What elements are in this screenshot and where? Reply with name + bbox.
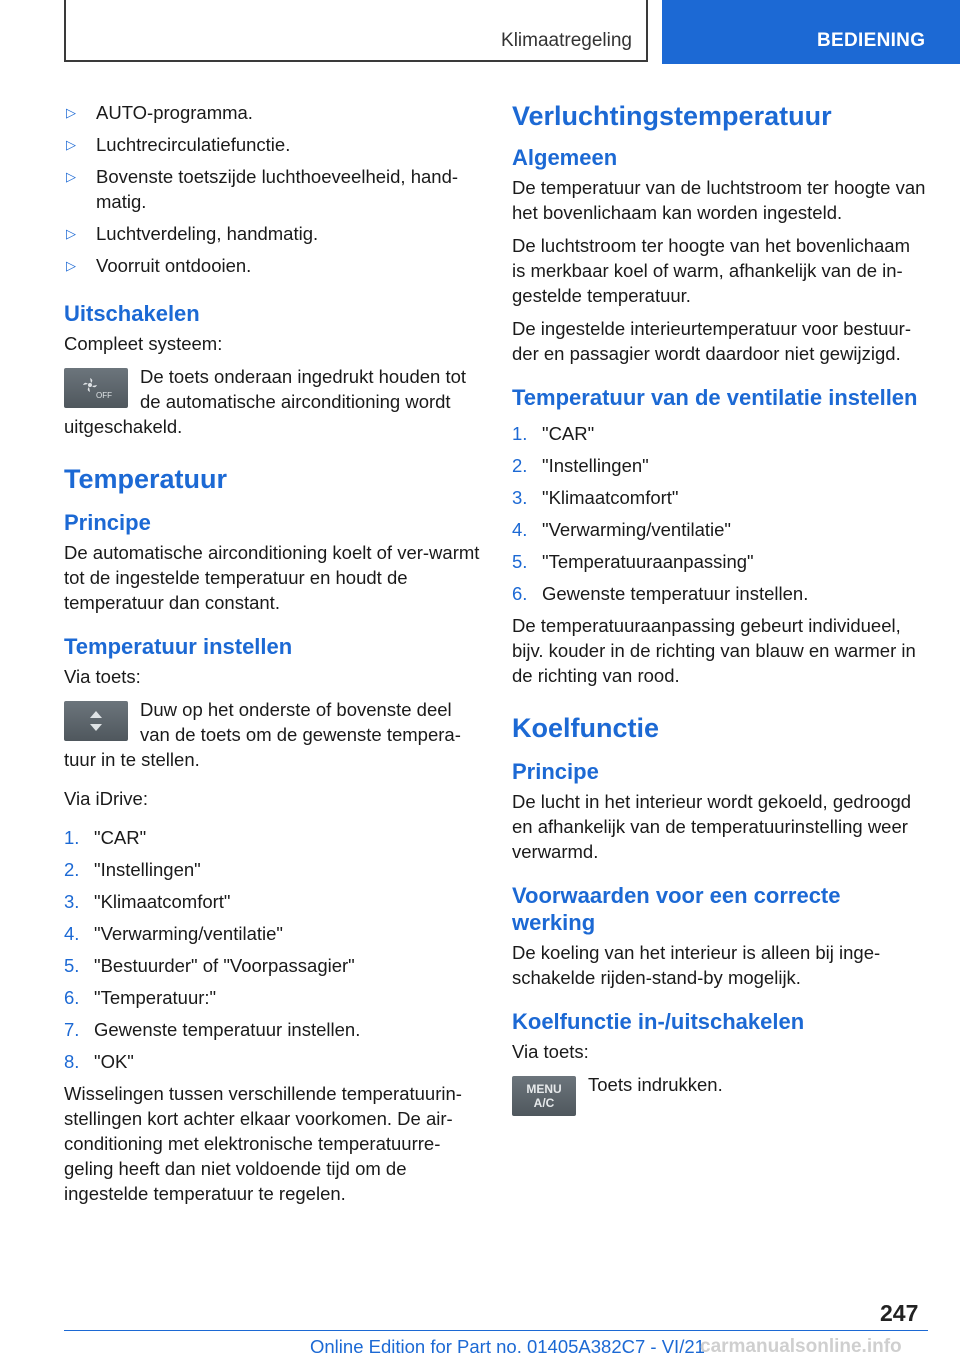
list-item: 8. "OK" — [64, 1051, 134, 1072]
header-section-title: Klimaatregeling — [501, 30, 632, 51]
ventilatie-text: De temperatuuraanpassing gebeurt individueel, bijv. kouder in de richting van blauw en warmer in de richting van rood. — [512, 615, 916, 686]
heading-temperatuur-instellen: Temperatuur instellen — [64, 634, 293, 659]
heading-voorwaarden: Voorwaarden voor een correcte werking — [512, 883, 841, 935]
triangle-bullet-icon: ▷ — [66, 226, 76, 241]
temperatuur-closing-text: Wisselingen tussen verschillende temperatuurin-stellingen kort achter elkaar voorkomen. De air-conditioning met elektronische temperatuurre-geling heeft dan niet voldoende tijd om de ingestelde temperatuur te regelen. — [64, 1083, 462, 1204]
list-item: 5. "Temperatuuraanpassing" — [512, 551, 754, 572]
off-button-row — [64, 364, 480, 439]
heading-verluchtingstemperatuur: Verluchtingstemperatuur — [512, 101, 832, 131]
menu-ac-text: Toets indrukken. — [588, 1074, 723, 1095]
bullet-item: ▷ Bovenste toetszijde luchthoeveelheid, hand-matig. — [66, 166, 459, 212]
right-column — [512, 100, 928, 1130]
list-item: 2. "Instellingen" — [512, 455, 649, 476]
uitschakelen-text: De toets onderaan ingedrukt houden tot de automatische airconditioning wordt uitgeschakeld. — [64, 366, 467, 437]
left-column — [64, 100, 480, 1214]
bullet-item: ▷ Luchtrecirculatiefunctie. — [66, 134, 291, 155]
voorwaarden-text: De koeling van het interieur is alleen bij inge-schakelde rijden-stand-by mogelijk. — [512, 942, 881, 988]
page-number: 247 — [880, 1300, 919, 1326]
via-toets-label-right: Via toets: — [512, 1041, 589, 1062]
menu-ac-button-icon: MENU A/C — [512, 1076, 576, 1116]
list-item: 4. "Verwarming/ventilatie" — [64, 923, 283, 944]
svg-text:OFF: OFF — [96, 391, 112, 400]
heading-koel-principe: Principe — [512, 759, 599, 784]
heading-ventilatie-instellen: Temperatuur van de ventilatie instellen — [512, 385, 918, 410]
footer-watermark: carmanualsonline.info — [700, 1336, 902, 1357]
heading-koelfunctie: Koelfunctie — [512, 713, 660, 743]
footer-divider — [64, 1330, 928, 1331]
heading-uitschakelen: Uitschakelen — [64, 301, 200, 326]
uitschakelen-intro: Compleet systeem: — [64, 333, 223, 354]
up-down-arrows-icon — [64, 701, 128, 741]
temperatuur-toets-text: Duw op het onderste of bovenste deel van de toets om de gewenste tempera-tuur in te stellen. — [64, 699, 461, 770]
list-item: 1. "CAR" — [64, 827, 147, 848]
list-item: 5. "Bestuurder" of "Voorpassagier" — [64, 955, 355, 976]
algemeen-p2: De luchtstroom ter hoogte van het bovenlichaam is merkbaar koel of warm, afhankelijk van de in-gestelde temperatuur. — [512, 235, 910, 306]
via-toets-label: Via toets: — [64, 666, 141, 687]
list-item: 1. "CAR" — [512, 423, 595, 444]
algemeen-p1: De temperatuur van de luchtstroom ter hoogte van het bovenlichaam kan worden ingesteld. — [512, 177, 926, 223]
updown-button-row — [64, 697, 480, 772]
header-tab-label: BEDIENING — [817, 30, 926, 51]
algemeen-p3: De ingestelde interieurtemperatuur voor bestuur-der en passagier wordt daardoor niet gewijzigd. — [512, 318, 911, 364]
via-idrive-label: Via iDrive: — [64, 788, 148, 809]
menu-ac-button-row — [512, 1072, 928, 1122]
header-section-box — [64, 0, 648, 62]
heading-principe: Principe — [64, 510, 151, 535]
heading-koelfunctie-inuit: Koelfunctie in-/uitschakelen — [512, 1009, 805, 1034]
list-item: 6. "Temperatuur:" — [64, 987, 217, 1008]
triangle-bullet-icon: ▷ — [66, 258, 76, 273]
koel-principe-text: De lucht in het interieur wordt gekoeld, gedroogd en afhankelijk van de temperatuurinstelling weer verwarmd. — [512, 791, 912, 862]
list-item: 4. "Verwarming/ventilatie" — [512, 519, 731, 540]
bullet-item: ▷ Luchtverdeling, handmatig. — [66, 223, 319, 244]
list-item: 3. "Klimaatcomfort" — [64, 891, 231, 912]
list-item: 6. Gewenste temperatuur instellen. — [512, 583, 809, 604]
heading-algemeen: Algemeen — [512, 145, 618, 170]
triangle-bullet-icon: ▷ — [66, 105, 76, 120]
bullet-item: ▷ Voorruit ontdooien. — [66, 255, 252, 276]
header-tab-bediening — [662, 0, 960, 64]
bullet-item: ▷ AUTO-programma. — [66, 102, 253, 123]
list-item: 3. "Klimaatcomfort" — [512, 487, 679, 508]
fan-off-button-icon — [64, 368, 128, 408]
principe-text: De automatische airconditioning koelt of ver-warmt tot de ingestelde temperatuur en houdt de temperatuur dan constant. — [64, 542, 480, 613]
list-item: 2. "Instellingen" — [64, 859, 201, 880]
list-item: 7. Gewenste temperatuur instellen. — [64, 1019, 361, 1040]
footer-edition: Online Edition for Part no. 01405A382C7 - VI/21 — [310, 1336, 705, 1357]
triangle-bullet-icon: ▷ — [66, 169, 76, 184]
triangle-bullet-icon: ▷ — [66, 137, 76, 152]
heading-temperatuur: Temperatuur — [64, 464, 228, 494]
